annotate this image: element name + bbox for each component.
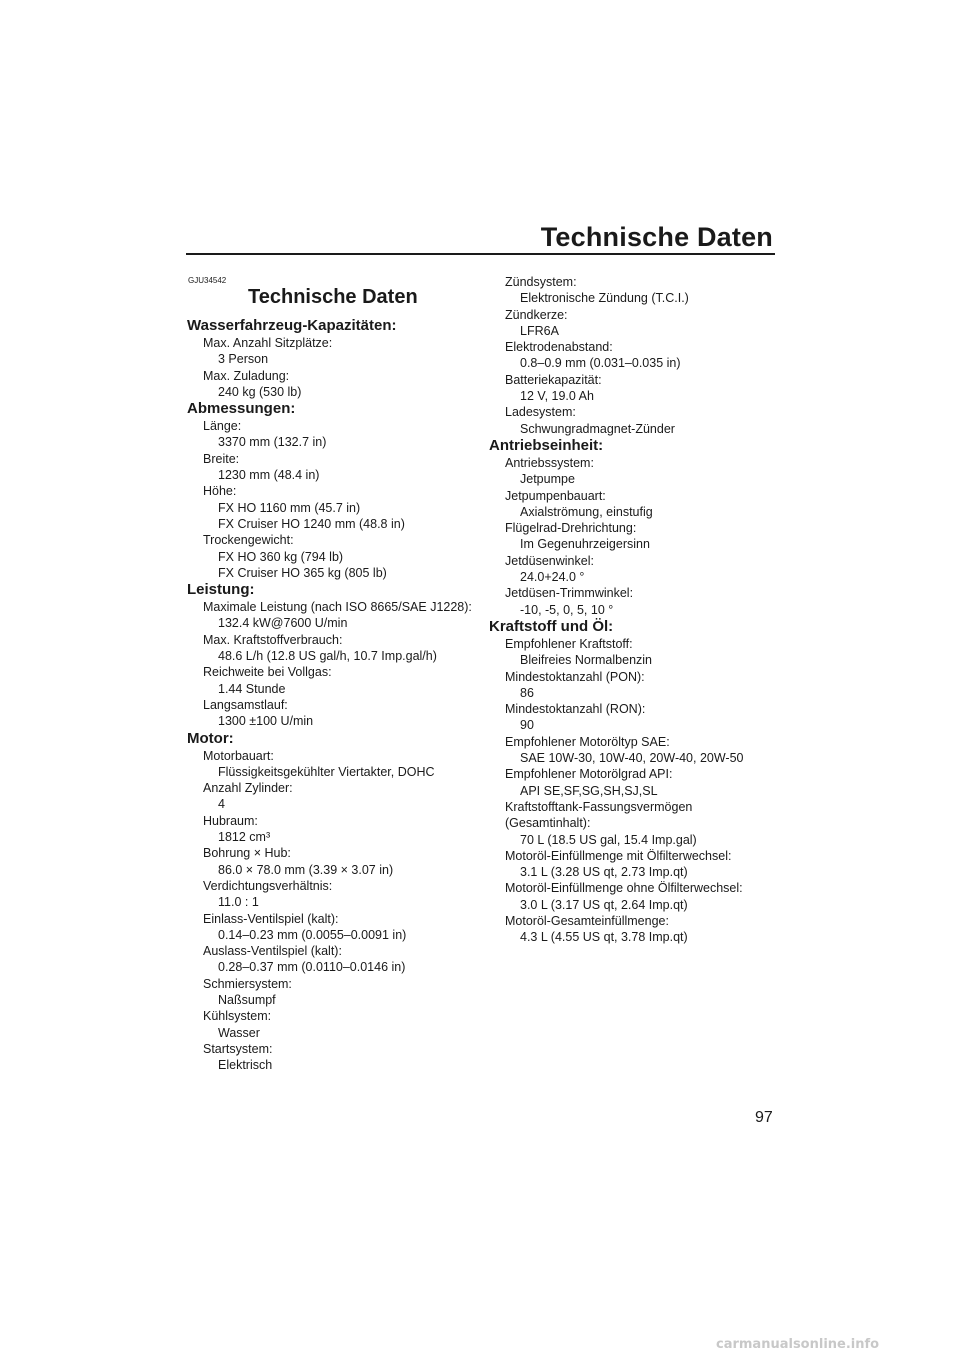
spec-value: 240 kg (530 lb) xyxy=(218,384,302,399)
section-title: Technische Daten xyxy=(248,286,418,308)
spec-group-heading: Kraftstoff und Öl: xyxy=(489,617,614,635)
spec-label: Reichweite bei Vollgas: xyxy=(203,665,332,680)
spec-group xyxy=(187,317,482,400)
spec-value: LFR6A xyxy=(520,323,559,338)
spec-label: Startsystem: xyxy=(203,1041,273,1056)
page-number: 97 xyxy=(755,1109,773,1126)
spec-label: Hubraum: xyxy=(203,813,258,828)
spec-label: Einlass-Ventilspiel (kalt): xyxy=(203,911,339,926)
spec-label: Zündkerze: xyxy=(505,307,568,322)
spec-value: -10, -5, 0, 5, 10 ° xyxy=(520,602,614,617)
spec-label: Empfohlener Motorölgrad API: xyxy=(505,767,673,782)
spec-value: Axialströmung, einstufig xyxy=(520,504,653,519)
spec-value: 12 V, 19.0 Ah xyxy=(520,389,594,404)
spec-label: Elektrodenabstand: xyxy=(505,340,613,355)
spec-label: Verdichtungsverhältnis: xyxy=(203,878,333,893)
spec-value: 1812 cm³ xyxy=(218,830,271,845)
spec-group xyxy=(489,618,779,946)
spec-label: Schmiersystem: xyxy=(203,976,292,991)
spec-label: Langsamstlauf: xyxy=(203,697,288,712)
spec-label: Länge: xyxy=(203,419,242,434)
spec-value: 1230 mm (48.4 in) xyxy=(218,468,320,483)
right-spec-groups xyxy=(489,274,779,946)
spec-label: Max. Zuladung: xyxy=(203,368,290,383)
spec-value: 0.28–0.37 mm (0.0110–0.0146 in) xyxy=(218,960,406,975)
spec-label: Bohrung × Hub: xyxy=(203,846,291,861)
spec-value: Jetpumpe xyxy=(520,472,575,487)
spec-group xyxy=(187,730,482,1074)
spec-value: 11.0 : 1 xyxy=(218,895,259,910)
spec-label: Jetdüsen-Trimmwinkel: xyxy=(505,586,634,601)
title-rule xyxy=(186,253,775,255)
spec-label: Empfohlener Kraftstoff: xyxy=(505,636,633,651)
spec-group-heading: Motor: xyxy=(187,729,234,747)
spec-value: Elektrisch xyxy=(218,1058,273,1073)
spec-label: Breite: xyxy=(203,451,240,466)
spec-label: Mindestoktanzahl (PON): xyxy=(505,669,645,684)
spec-value: 3370 mm (132.7 in) xyxy=(218,435,327,450)
spec-label: Motoröl-Einfüllmenge mit Ölfilterwechsel: xyxy=(505,848,732,863)
spec-value: 90 xyxy=(520,718,534,733)
spec-label: Maximale Leistung (nach ISO 8665/SAE J1228): xyxy=(203,600,472,615)
spec-group-heading: Wasserfahrzeug-Kapazitäten: xyxy=(187,317,397,334)
watermark: carmanualsonline.info xyxy=(716,1337,880,1352)
spec-value: 3.1 L (3.28 US qt, 2.73 Imp.qt) xyxy=(520,865,688,880)
spec-value: 0.8–0.9 mm (0.031–0.035 in) xyxy=(520,356,681,371)
spec-label: Motorbauart: xyxy=(203,748,274,763)
spec-value: 1300 ±100 U/min xyxy=(218,714,314,729)
spec-value: 86 xyxy=(520,685,534,700)
spec-group-heading: Abmessungen: xyxy=(187,400,296,418)
spec-value: 4 xyxy=(218,797,225,812)
spec-label: Jetpumpenbauart: xyxy=(505,488,606,503)
spec-label: Kraftstofftank-Fassungsvermögen xyxy=(505,799,693,814)
spec-value: Naßsumpf xyxy=(218,992,276,1007)
spec-label: Mindestoktanzahl (RON): xyxy=(505,702,646,717)
spec-label: Ladesystem: xyxy=(505,405,576,420)
spec-value: 132.4 kW@7600 U/min xyxy=(218,616,348,631)
spec-value: Im Gegenuhrzeigersinn xyxy=(520,537,650,552)
spec-value: Elektronische Zündung (T.C.I.) xyxy=(520,291,689,306)
spec-label: Max. Anzahl Sitzplätze: xyxy=(203,336,333,350)
spec-label: (Gesamtinhalt): xyxy=(505,816,591,831)
section-code: GJU34542 xyxy=(188,276,227,285)
spec-label: Trockengewicht: xyxy=(203,533,294,548)
spec-label: Motoröl-Gesamteinfüllmenge: xyxy=(505,913,669,928)
right-column xyxy=(489,274,779,946)
spec-label: Höhe: xyxy=(203,484,237,499)
spec-value: Wasser xyxy=(218,1025,260,1040)
spec-value: 1.44 Stunde xyxy=(218,681,286,696)
spec-value: 3.0 L (3.17 US qt, 2.64 Imp.qt) xyxy=(520,897,688,912)
spec-label: Kühlsystem: xyxy=(203,1009,272,1024)
spec-label: Flügelrad-Drehrichtung: xyxy=(505,521,637,536)
spec-group xyxy=(489,437,779,618)
page-title: Technische Daten xyxy=(540,222,773,252)
spec-value: 70 L (18.5 US gal, 15.4 Imp.gal) xyxy=(520,832,697,847)
spec-value: 0.14–0.23 mm (0.0055–0.0091 in) xyxy=(218,927,407,942)
spec-group xyxy=(187,400,482,581)
spec-value: Bleifreies Normalbenzin xyxy=(520,653,653,668)
spec-value: FX HO 1160 mm (45.7 in) xyxy=(218,500,361,515)
spec-value: 48.6 L/h (12.8 US gal/h, 10.7 Imp.gal/h) xyxy=(218,649,437,664)
spec-group-heading: Leistung: xyxy=(187,581,255,599)
spec-group-heading: Antriebseinheit: xyxy=(489,436,604,454)
spec-group xyxy=(489,274,779,437)
spec-label: Zündsystem: xyxy=(505,275,577,289)
left-spec-groups xyxy=(187,317,482,1073)
spec-label: Anzahl Zylinder: xyxy=(203,781,293,796)
left-column xyxy=(187,276,482,1073)
spec-label: Motoröl-Einfüllmenge ohne Ölfilterwechsel: xyxy=(505,881,743,896)
spec-group xyxy=(187,581,482,729)
spec-value: FX Cruiser HO 365 kg (805 lb) xyxy=(218,565,387,580)
spec-label: Jetdüsenwinkel: xyxy=(505,553,594,568)
spec-value: FX HO 360 kg (794 lb) xyxy=(218,549,344,564)
spec-value: FX Cruiser HO 1240 mm (48.8 in) xyxy=(218,516,405,531)
spec-value: API SE,SF,SG,SH,SJ,SL xyxy=(520,783,658,798)
spec-value: 4.3 L (4.55 US qt, 3.78 Imp.qt) xyxy=(520,930,688,945)
spec-label: Max. Kraftstoffverbrauch: xyxy=(203,632,343,647)
spec-value: Flüssigkeitsgekühlter Viertakter, DOHC xyxy=(218,764,435,779)
spec-value: Schwungradmagnet-Zünder xyxy=(520,421,675,436)
spec-value: 24.0+24.0 ° xyxy=(520,570,585,585)
spec-label: Batteriekapazität: xyxy=(505,372,602,387)
spec-value: SAE 10W-30, 10W-40, 20W-40, 20W-50 xyxy=(520,751,744,766)
spec-label: Auslass-Ventilspiel (kalt): xyxy=(203,944,342,959)
spec-label: Antriebssystem: xyxy=(505,455,594,470)
spec-value: 3 Person xyxy=(218,352,269,367)
spec-label: Empfohlener Motoröltyp SAE: xyxy=(505,734,670,749)
spec-value: 86.0 × 78.0 mm (3.39 × 3.07 in) xyxy=(218,862,394,877)
